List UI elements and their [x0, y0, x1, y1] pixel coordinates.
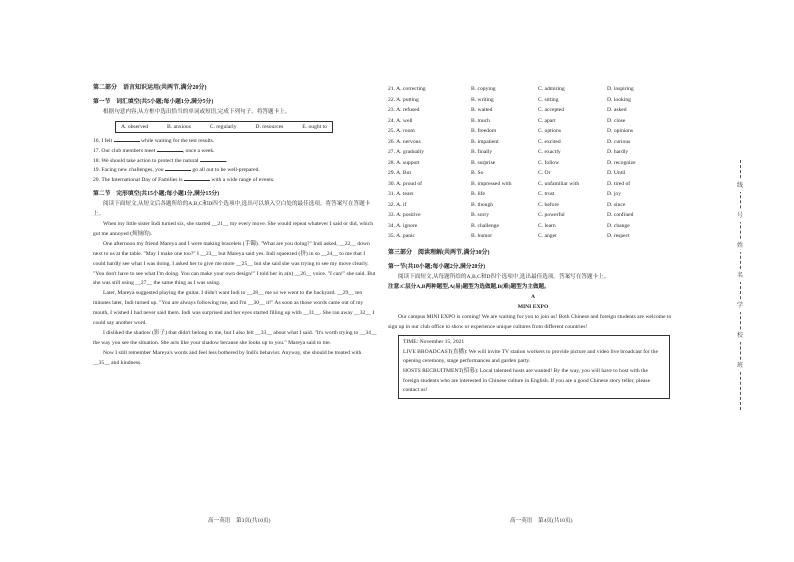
option-choice: C. admiring	[538, 86, 565, 92]
left-page-footer: 高一英语 第3页(共10页)	[208, 518, 271, 524]
answer-blank	[114, 141, 140, 142]
option-row	[388, 200, 678, 211]
option-choice: 31. A. tears	[388, 191, 414, 197]
word-option: C. regularly	[209, 123, 237, 130]
option-choice: B. much	[471, 117, 490, 124]
option-choice: D. curious	[607, 138, 631, 145]
fill-item-18: 18. We should take action to protect the natural .	[93, 157, 228, 164]
answer-blank	[165, 170, 191, 171]
binding-label: 线	[733, 180, 747, 192]
cloze-story	[93, 220, 377, 369]
option-row	[388, 126, 678, 137]
story-paragraph: One afternoon my friend Mareya and I were making bracelets (手镯). "What are you doing?" Indi asked, __22__ down next to us at the table. "May I make one too?" I __23__ but Mareya said yes. Indi squeezed (挤) in so __24__ to me that I could hardly see what I was doing. I asked her to give me more __25__ but she said she was trying to see my move clearly. "You don't have to see what I'm doing. You can make your own design!" I told her in a(n) __26__ voice. "I can!" she said. But she was still using __27__ the same thing as I was using.	[93, 240, 376, 287]
option-row	[388, 105, 678, 116]
option-choice: B. sorry	[471, 212, 490, 218]
option-choice: B. finally	[471, 149, 493, 155]
option-choice: D. tired of	[607, 180, 631, 187]
fill-item-16: 16. I felt while waiting for the test results.	[93, 137, 215, 144]
option-choice: B. freedom	[471, 128, 497, 134]
left-page	[93, 84, 377, 369]
binding-label: 学	[733, 300, 747, 312]
option-choice: D. asked	[607, 107, 627, 113]
option-choice: 21. A. correcting	[388, 86, 426, 92]
answer-blank	[157, 151, 183, 152]
part1-title: 第一节 词汇填空(共5小题;每小题1分,满分5分)	[93, 98, 214, 105]
option-choice: D. respect	[607, 233, 630, 239]
option-choice: B. copying	[471, 86, 496, 92]
option-choice: C. anger	[538, 233, 557, 239]
binding-label: 号	[733, 210, 747, 222]
option-choice: C. learn	[538, 222, 556, 229]
word-option: A. observed	[121, 123, 149, 130]
answer-blank	[184, 180, 210, 181]
option-choice: B. surprise	[471, 159, 496, 166]
option-row	[388, 189, 678, 200]
part2-title: 第二节 完形填空(共15小题;每小题1分,满分15分)	[93, 191, 220, 198]
option-choice: C. powerful	[538, 212, 565, 218]
fill-item-17: 17. Our club members meet , once a week.	[93, 147, 215, 154]
option-choice: D. change	[607, 222, 630, 229]
notice-line: TIME: November 15, 2021	[403, 339, 465, 346]
section1-note: 注意:C层分A,B两种题型,A(易)题型为选做题,B(难)题型为主做题。	[388, 283, 550, 290]
option-choice: C. accepted	[538, 107, 565, 113]
binding-label: 校	[733, 330, 747, 342]
option-choice: D. since	[607, 201, 626, 208]
option-choice: 33. A. positive	[388, 212, 421, 218]
option-choice: B. impressed with	[471, 180, 512, 187]
option-choice: C. excited	[538, 138, 561, 145]
option-choice: 28. A. support	[388, 159, 420, 166]
notice-line: HOSTS RECRUITMENT(招募): Local talented hosts are wanted! By the way, you will have to host with the foreign students who are interested in Chinese culture in English. If you are a good Chinese story teller, please contact us!	[403, 368, 651, 394]
notice-line: LIVE BROADCAST(直播): We will invite TV station workers to provide picture and video live broadcast for the opening ceremony, stage performances and garden party.	[403, 348, 658, 365]
option-choice: 26. A. nervous	[388, 138, 421, 145]
binding-margin	[727, 0, 757, 562]
answer-blank	[200, 161, 226, 162]
option-choice: B. So	[471, 170, 484, 176]
fill-in-items	[93, 137, 377, 187]
option-choice: D. confined	[607, 212, 634, 218]
word-option: E. ought to	[302, 123, 327, 130]
option-choice: D. hardly	[607, 149, 629, 155]
option-choice: 30. A. proud of	[388, 180, 423, 187]
option-choice: D. opinions	[607, 128, 634, 134]
fill-item-19: 19. Facing new challenges, you go all out to be well-prepared.	[93, 167, 260, 174]
option-row	[388, 221, 678, 232]
right-page-footer: 高一英语 第4页(共10页)	[510, 518, 573, 524]
option-choice: 23. A. refused	[388, 107, 420, 113]
option-choice: B. life	[471, 191, 485, 197]
option-choice: C. trust	[538, 191, 555, 197]
option-choice: C. apart	[538, 117, 556, 124]
option-choice: B. challenge	[471, 222, 499, 229]
option-choice: B. though	[471, 201, 494, 208]
option-row	[388, 147, 678, 158]
option-choice: D. joy	[607, 191, 621, 197]
option-row	[388, 168, 678, 179]
part3-title: 第三部分 阅读理解(共两节,满分30分)	[388, 249, 490, 256]
right-page	[388, 84, 678, 399]
option-choice: 22. A. putting	[388, 96, 419, 103]
binding-label: 名	[733, 270, 747, 282]
passage-title: MINI EXPO	[517, 303, 549, 310]
option-choice: D. inspiring	[607, 86, 634, 92]
option-choice: C. exactly	[538, 149, 561, 155]
option-choice: B. humor	[471, 233, 493, 239]
option-row	[388, 179, 678, 190]
option-choice: C. before	[538, 201, 559, 208]
expo-notice-box	[398, 335, 670, 399]
binding-dashed-line	[740, 160, 741, 410]
option-choice: B. impatient	[471, 138, 499, 145]
option-choice: 32. A. if	[388, 201, 407, 208]
cloze-options	[388, 84, 678, 242]
word-option: B. anxious	[166, 123, 191, 130]
passage-intro: Our campus MINI EXPO is coming! We are waiting for you to join us! Both Chinese and foreign students are welcome to sign up in our club office to show or experience unique cultures from different countries!	[388, 314, 672, 331]
option-row	[388, 84, 678, 95]
binding-label: 班	[733, 360, 747, 372]
option-choice: D. looking	[607, 96, 631, 103]
option-choice: C. unfamiliar with	[538, 180, 580, 187]
part1-instruction: 根据句意内容,从方框中选出恰当的单词或短语,完成下列句子。将答题卡上。	[103, 108, 291, 115]
option-choice: 35. A. panic	[388, 233, 416, 239]
word-option: D. resources	[255, 123, 284, 130]
part2-instruction: 阅读下面短文,从短文后各题所给的A,B,C和D四个选项中,选出可以填入空白处的最佳选项。将答案写在答题卡上。	[93, 201, 371, 218]
section-title: 第二部分 语言知识运用(共两节,满分20分)	[93, 85, 207, 91]
option-choice: B. writing	[471, 96, 494, 103]
story-paragraph: Now I still remember Mareya's words and feel less bothered by Indi's behavior. Anyway, she should be treated with __35__ and kindness.	[93, 349, 362, 366]
option-choice: 25. A. room	[388, 128, 415, 134]
option-row	[388, 210, 678, 221]
section1-instruction: 阅读下面短文,从每题所给的A,B,C和D四个选项中,选出最佳选项。答案写在答题卡上。	[398, 273, 610, 280]
option-row	[388, 137, 678, 148]
option-row	[388, 158, 678, 169]
fill-item-20: 20. The International Day of Families is with a wide range of events.	[93, 177, 275, 184]
option-choice: D. recognize	[607, 159, 636, 166]
word-box	[115, 121, 333, 133]
option-row	[388, 116, 678, 127]
option-choice: 29. A. But	[388, 170, 412, 176]
option-choice: 27. A. gradually	[388, 149, 425, 155]
story-paragraph: When my little sister Indi turned six, she started __21__ my every move. She would repeat whatever I said or did, which got me annoyed (烦恼的).	[93, 220, 373, 237]
option-row	[388, 231, 678, 242]
binding-label: 姓	[733, 240, 747, 252]
option-choice: D. Until	[607, 170, 626, 176]
passage-label: A	[530, 293, 536, 300]
option-choice: B. waited	[471, 107, 493, 113]
option-row	[388, 95, 678, 106]
option-choice: 34. A. ignore	[388, 222, 418, 229]
option-choice: C. sitting	[538, 96, 559, 103]
option-choice: C. options	[538, 128, 562, 134]
option-choice: 24. A. well	[388, 117, 413, 124]
story-paragraph: Later, Mareya suggested playing the guitar. I didn't want Indi to __28__ me so we went to the backyard. __29__ ten minutes later, Indi turned up. "You are always following me, and I'm __30__ it!" As soon as those words came out of my mouth, I wished I had never said them. Indi was surprised and her eyes started filling up with __31__. She ran away __32__ I could say another word.	[93, 290, 375, 327]
section1-title: 第一节(共10小题;每小题2分,满分20分)	[388, 263, 486, 270]
story-paragraph: I disliked the shadow (影子) that didn't belong to me, but I also felt __33__ about what I said. "It's worth trying to __34__ the way you see the situation. She acts like your shadow because she looks up to you." Mareya said to me.	[93, 329, 377, 346]
option-choice: D. close	[607, 117, 626, 124]
option-choice: C. Or	[538, 170, 551, 176]
option-choice: C. follow	[538, 159, 560, 166]
